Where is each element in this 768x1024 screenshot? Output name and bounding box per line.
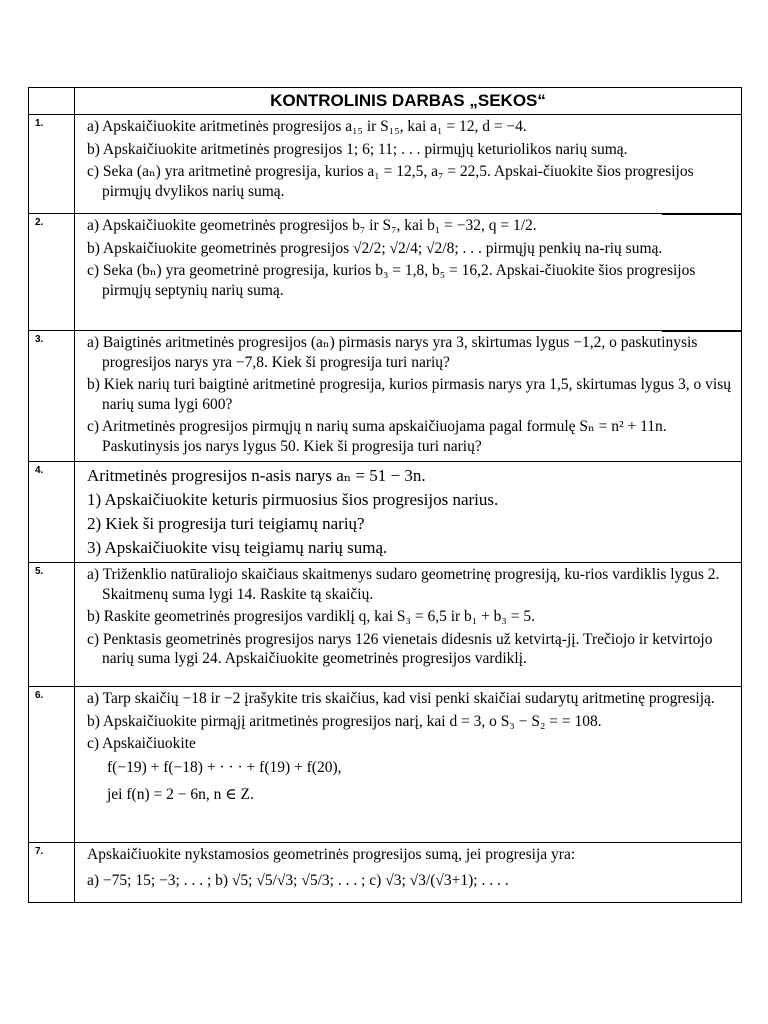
problem-item: b) Apskaičiuokite pirmąjį aritmetinės progresijos narį, kai d = 3, o S₃ − S₂ = = 108.	[87, 712, 602, 730]
problem-row	[29, 462, 742, 563]
problem-item: 2) Kiek ši progresija turi teigiamų narių?	[87, 514, 365, 533]
problem-body	[75, 843, 741, 895]
divider-line	[662, 842, 742, 843]
problem-item: Aritmetinės progresijos n-asis narys aₙ = 51 − 3n.	[87, 466, 426, 485]
problem-body	[75, 462, 741, 562]
problem-number: 7.	[35, 846, 44, 857]
problem-item: a) Tarp skaičių −18 ir −2 įrašykite tris skaičius, kad visi penki skaičiai sudarytų aritmetinę progresiją.	[87, 690, 715, 707]
problem-number: 2.	[35, 217, 44, 228]
problem-row	[29, 563, 742, 687]
page-title: KONTROLINIS DARBAS „SEKOS“	[270, 91, 546, 110]
problem-item: c) Seka (bₙ) yra geometrinė progresija, kurios b₃ = 1,8, b₅ = 16,2. Apskai-čiuokite šios progresijos pirmųjų septynių narių sumą.	[87, 262, 696, 299]
problem-row	[29, 687, 742, 843]
sum-formula: f(−19) + f(−18) + · · · + f(19) + f(20),	[107, 758, 342, 776]
problem-item: a) Apskaičiuokite geometrinės progresijos b₇ ir S₇, kai b₁ = −32, q = 1/2.	[87, 217, 537, 234]
problem-item: a) Triženklio natūraliojo skaičiaus skaitmenys sudaro geometrinę progresiją, ku-rios vardiklis lygus 2. Skaitmenų suma lygi 14. Raskite tą skaičių.	[87, 566, 720, 603]
problem-body	[75, 115, 741, 206]
title-row	[29, 88, 742, 115]
problem-item: a) −75; 15; −3; . . . ; b) √5; √5/√3; √5/3; . . . ; c) √3; √3/(√3+1); . . . .	[87, 871, 509, 889]
function-condition: jei f(n) = 2 − 6n, n ∈ Z.	[107, 786, 254, 803]
problem-row	[29, 843, 742, 903]
problem-row	[29, 115, 742, 214]
problem-item: b) Kiek narių turi baigtinė aritmetinė progresija, kurios pirmasis narys yra 1,5, skirtumas lygus 3, o visų narių suma lygi 600?	[87, 376, 731, 413]
problem-body	[75, 563, 741, 674]
problem-number: 5.	[35, 566, 44, 577]
problem-number: 6.	[35, 690, 44, 701]
divider-line	[662, 331, 742, 332]
problem-body	[75, 214, 741, 305]
title-num-cell	[29, 88, 75, 115]
problem-item: Apskaičiuokite nykstamosios geometrinės progresijos sumą, jei progresija yra:	[87, 846, 576, 863]
problem-item: b) Raskite geometrinės progresijos vardiklį q, kai S₃ = 6,5 ir b₁ + b₃ = 5.	[87, 608, 535, 625]
problem-item: c) Penktasis geometrinės progresijos narys 126 vienetais didesnis už ketvirtą-jį. Trečiojo ir ketvirtojo narių suma lygi 24. Apskaičiuokite geometrinės progresijos vardiklį.	[87, 630, 713, 667]
problem-body	[75, 687, 741, 810]
divider-line	[662, 214, 742, 215]
problem-body	[75, 331, 741, 461]
problem-number: 3.	[35, 334, 44, 345]
problem-item: 1) Apskaičiuokite keturis pirmuosius šios progresijos narius.	[87, 490, 499, 509]
problem-item: a) Apskaičiuokite aritmetinės progresijos a₁₅ ir S₁₅, kai a₁ = 12, d = −4.	[87, 118, 527, 135]
problem-row	[29, 331, 742, 462]
problem-item: c) Seka (aₙ) yra aritmetinė progresija, kurios a₁ = 12,5, a₇ = 22,5. Apskai-čiuokite šios progresijos pirmųjų dvylikos narių sumą.	[87, 163, 694, 200]
title-cell	[75, 88, 742, 115]
problem-item: b) Apskaičiuokite aritmetinės progresijos 1; 6; 11; . . . pirmųjų keturiolikos narių sumą.	[87, 140, 628, 158]
problem-item: b) Apskaičiuokite geometrinės progresijos √2/2; √2/4; √2/8; . . . pirmųjų penkių na-rių sumą.	[87, 239, 663, 257]
problem-row	[29, 214, 742, 331]
problem-number: 4.	[35, 465, 44, 476]
problem-item: c) Aritmetinės progresijos pirmųjų n narių suma apskaičiuojama pagal formulę Sₙ = n² + 11n. Paskutinysis jos narys lygus 50. Kiek ši progresija turi narių?	[87, 418, 667, 455]
problem-item: c) Apskaičiuokite	[87, 735, 196, 752]
test-table	[28, 87, 742, 903]
problem-item: 3) Apskaičiuokite visų teigiamų narių sumą.	[87, 538, 388, 557]
problem-number: 1.	[35, 118, 44, 129]
problem-item: a) Baigtinės aritmetinės progresijos (aₙ) pirmasis narys yra 3, skirtumas lygus −1,2, o paskutinysis progresijos narys yra −7,8. Kiek ši progresija turi narių?	[87, 334, 698, 371]
